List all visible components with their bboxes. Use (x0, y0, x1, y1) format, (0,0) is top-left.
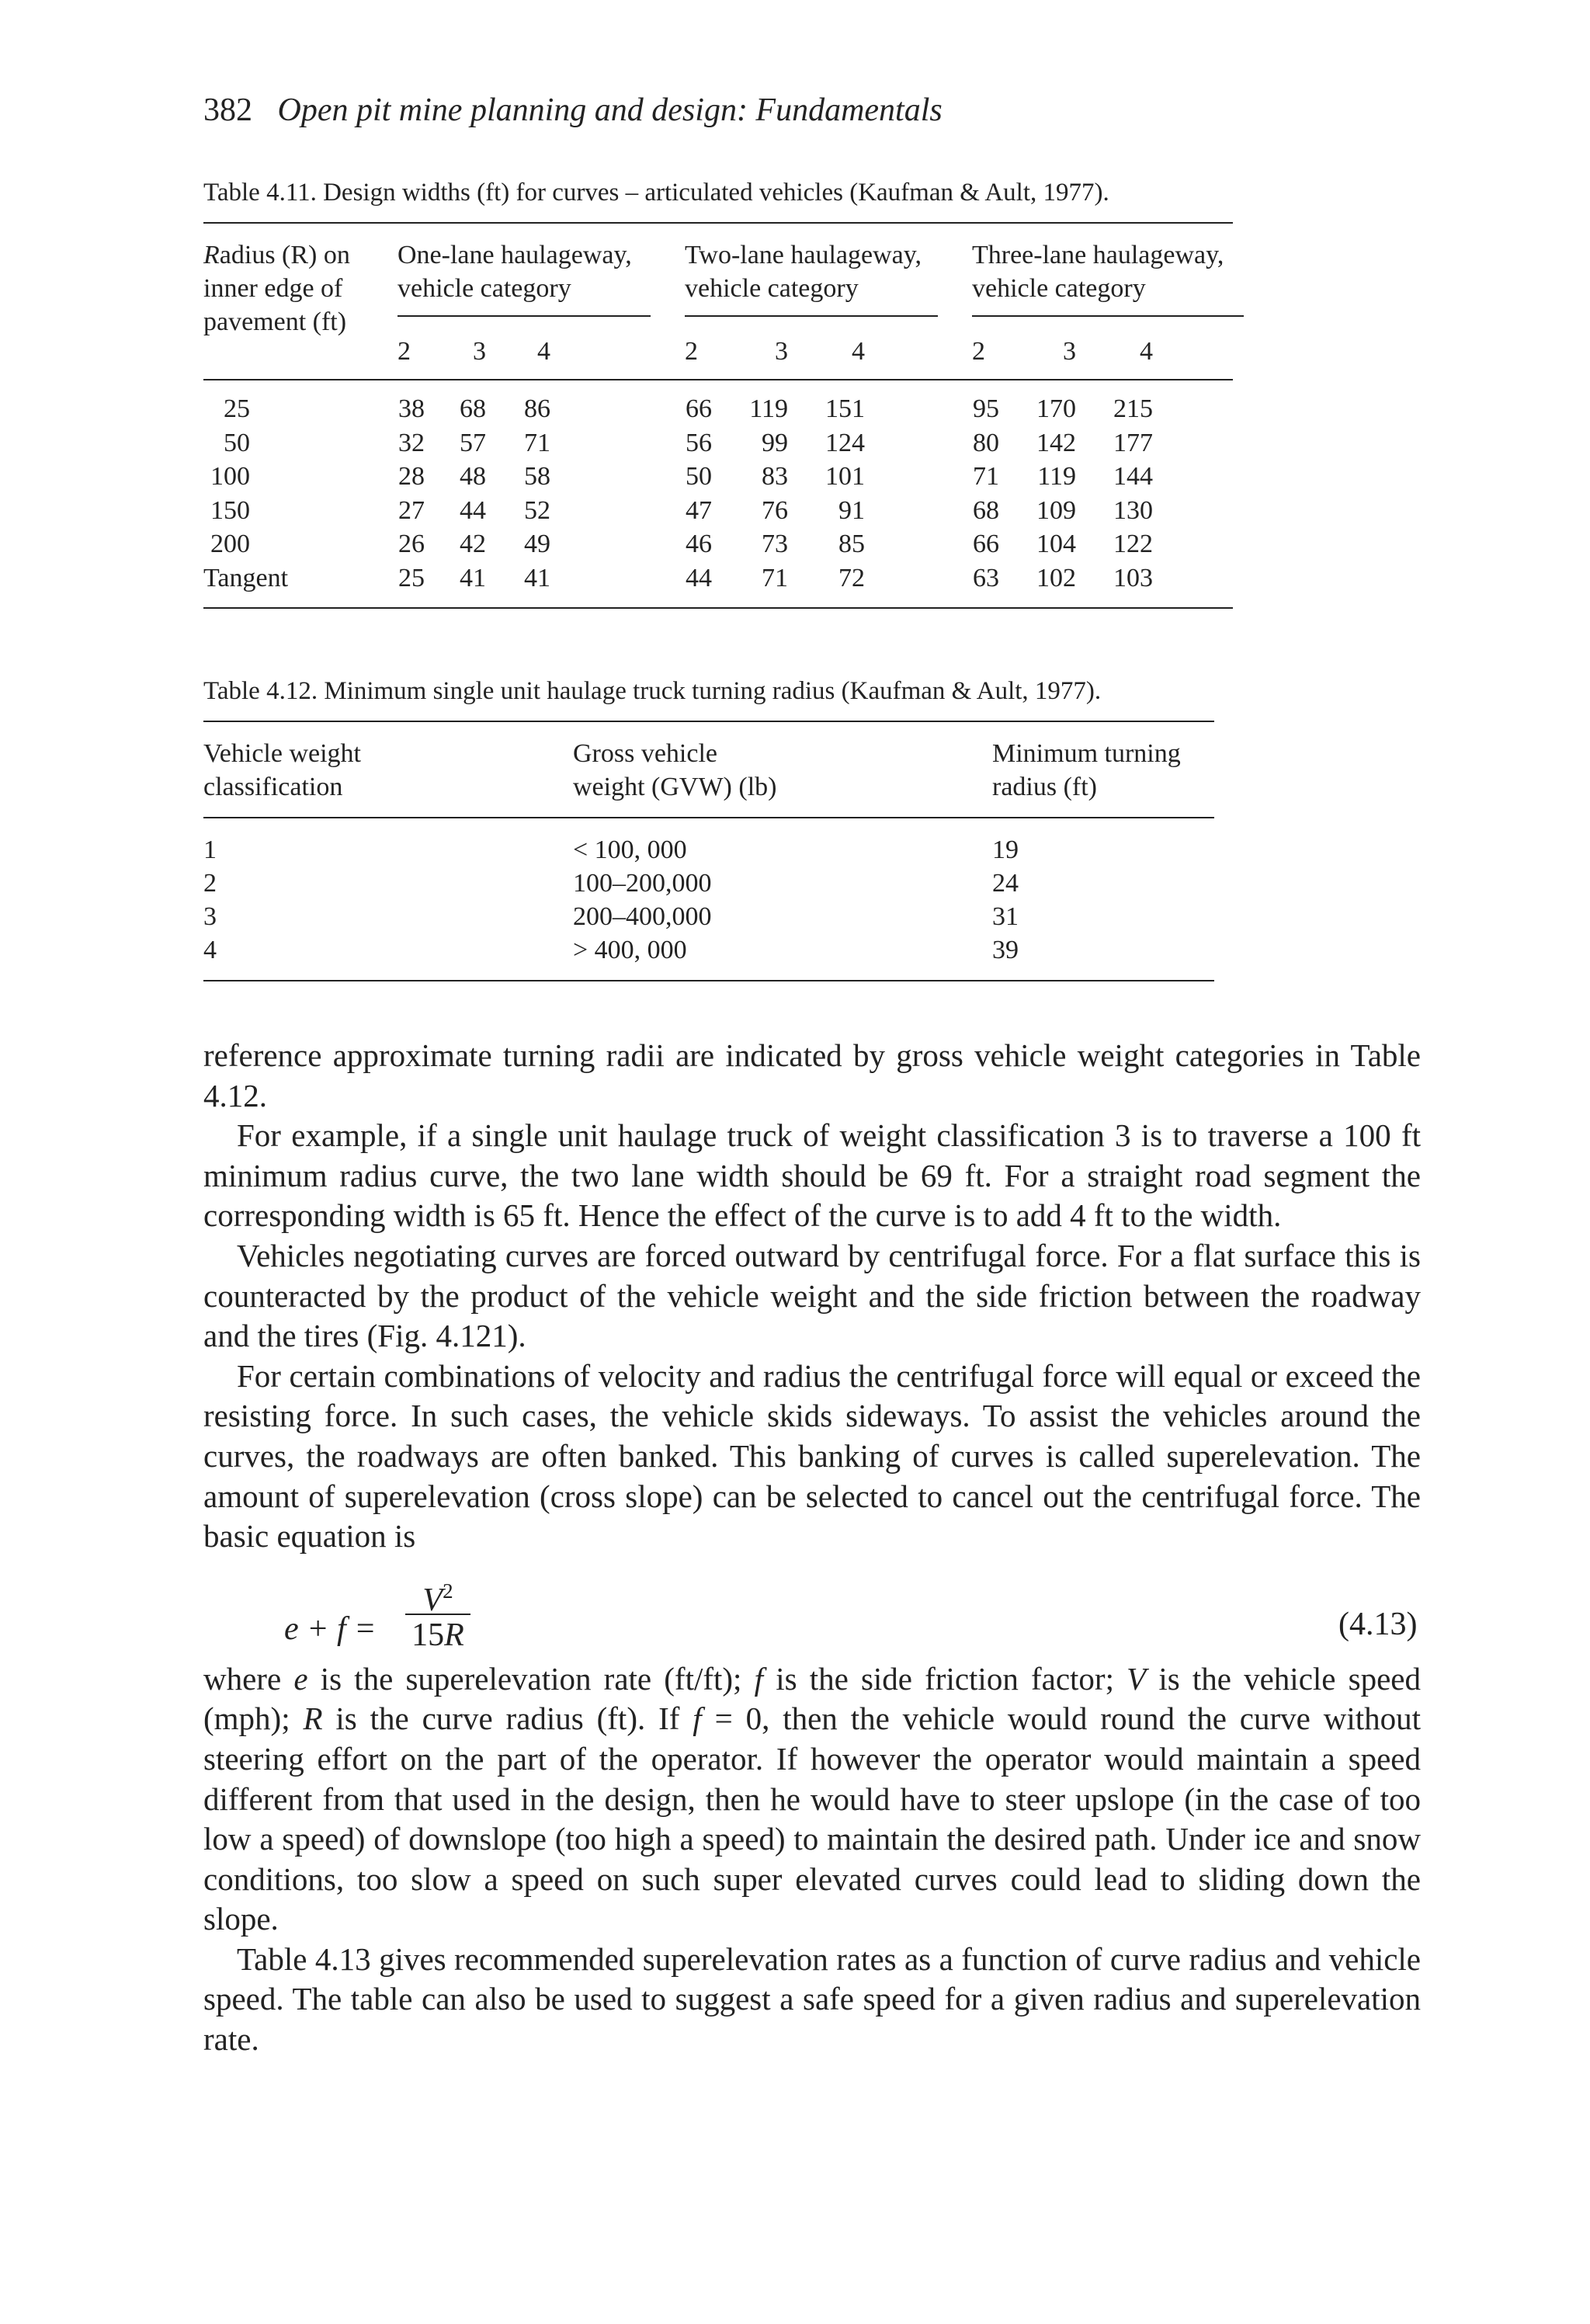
table-cell: 200–400,000 (573, 902, 712, 931)
category-number: 2 (685, 337, 698, 366)
row-radius: 100 (210, 462, 250, 491)
table-cell: 102 (1036, 564, 1076, 592)
table-cell: 101 (825, 462, 865, 491)
paragraph: reference approximate turning radii are indicated by gross vehicle weight categories in Table 4.12. (203, 1037, 1421, 1113)
equation-fraction (405, 1570, 470, 1655)
table-cell: 48 (460, 462, 486, 491)
table-cell: 68 (973, 496, 999, 525)
table-4-11-bottom-rule (203, 607, 1233, 609)
table-cell: 99 (762, 429, 788, 457)
equation-number: (4.13) (1338, 1607, 1418, 1642)
paragraph: Table 4.13 gives recommended superelevation rates as a function of curve radius and vehicle speed. The table can also be used to suggest a safe speed for a given radius and superelevation rate. (203, 1940, 1421, 2058)
table-cell: 72 (838, 564, 865, 592)
radius-header-line: pavement (ft) (203, 307, 347, 336)
table-cell: 215 (1113, 394, 1153, 423)
category-number: 4 (1140, 337, 1153, 366)
radius-header-line: inner edge of (203, 274, 343, 303)
equation-lhs: e + f = (284, 1611, 377, 1647)
table-4-12-bottom-rule (203, 980, 1214, 981)
body-text (203, 1036, 1421, 2060)
table-cell: 100–200,000 (573, 869, 712, 898)
table-cell: 44 (460, 496, 486, 525)
table-cell: 63 (973, 564, 999, 592)
table-cell: 119 (749, 394, 788, 423)
table-cell: 124 (825, 429, 865, 457)
running-title: Open pit mine planning and design: Fundamentals (277, 92, 943, 128)
column-header-line2: radius (ft) (992, 773, 1098, 801)
table-cell: 170 (1036, 394, 1076, 423)
category-number: 3 (473, 337, 486, 366)
category-number: 4 (852, 337, 865, 366)
table-cell: 66 (973, 530, 999, 558)
table-cell: 41 (524, 564, 550, 592)
table-cell: 25 (398, 564, 425, 592)
table-cell: 86 (524, 394, 550, 423)
group-underline (685, 315, 938, 317)
table-cell: 47 (686, 496, 712, 525)
row-radius: Tangent (203, 564, 289, 592)
table-cell: 80 (973, 429, 999, 457)
table-cell: 49 (524, 530, 550, 558)
equation-numerator: $V^2$ (422, 1579, 453, 1618)
group-underline (972, 315, 1244, 317)
table-cell: 44 (686, 564, 712, 592)
table-cell: 26 (398, 530, 425, 558)
table-cell: 103 (1113, 564, 1153, 592)
column-header-line1: Gross vehicle (573, 739, 718, 768)
group-header-line2: vehicle category (972, 274, 1146, 303)
group-header-line2: vehicle category (685, 274, 859, 303)
category-number: 2 (972, 337, 985, 366)
row-radius: 200 (210, 530, 250, 558)
table-cell: 56 (686, 429, 712, 457)
table-cell: 27 (398, 496, 425, 525)
table-cell: 4 (203, 936, 217, 964)
group-header-line2: vehicle category (398, 274, 571, 303)
table-cell: 2 (203, 869, 217, 898)
table-4-11-caption: Table 4.11. Design widths (ft) for curves – articulated vehicles (Kaufman & Ault, 1977). (203, 179, 1109, 207)
table-cell: < 100, 000 (573, 835, 687, 864)
table-4-12-top-rule (203, 721, 1214, 722)
category-number: 3 (775, 337, 788, 366)
category-number: 3 (1063, 337, 1076, 366)
table-cell: 24 (992, 869, 1019, 898)
table-cell: 71 (762, 564, 788, 592)
table-cell: 95 (973, 394, 999, 423)
radius-header-line: Radius (R) on (203, 241, 350, 269)
column-header-line2: classification (203, 773, 343, 801)
paragraph: For example, if a single unit haulage truck of weight classification 3 is to traverse a 100 ft minimum radius curve, the two lane width should be 69 ft. For a straight road segment the corresponding width is 65 ft. Hence the effect of the curve is to add 4 ft to the width. (203, 1117, 1421, 1234)
table-cell: 50 (686, 462, 712, 491)
equation-denominator: 15R (411, 1617, 464, 1653)
table-cell: 19 (992, 835, 1019, 864)
table-cell: 144 (1113, 462, 1153, 491)
table-cell: 76 (762, 496, 788, 525)
table-cell: 122 (1113, 530, 1153, 558)
running-header (203, 92, 943, 129)
table-cell: 3 (203, 902, 217, 931)
table-cell: 42 (460, 530, 486, 558)
table-cell: 58 (524, 462, 550, 491)
row-radius: 150 (210, 496, 250, 525)
table-cell: 39 (992, 936, 1019, 964)
table-4-12-header-rule (203, 817, 1214, 818)
table-cell: > 400, 000 (573, 936, 687, 964)
table-cell: 142 (1036, 429, 1076, 457)
paragraph: Vehicles negotiating curves are forced outward by centrifugal force. For a flat surface this is counteracted by the product of the vehicle weight and the side friction between the roadway and the tires (Fig. 4.121). (203, 1237, 1421, 1354)
paragraph: where e is the superelevation rate (ft/ft); f is the side friction factor; V is the vehicle speed (mph); R is the curve radius (ft). If f = 0, then the vehicle would round the curve without steering effort on the part of the operator. If however the operator would maintain a speed different from that used in the design, then he would have to steer upslope (in the case of too low a speed) of downslope (too high a speed) to maintain the desired path. Under ice and snow conditions, too slow a speed on such super elevated curves could lead to sliding down the slope. (203, 1660, 1422, 1937)
group-header-line1: Two-lane haulageway, (685, 241, 922, 269)
table-cell: 57 (460, 429, 486, 457)
table-cell: 71 (973, 462, 999, 491)
category-number: 4 (537, 337, 550, 366)
table-cell: 52 (524, 496, 550, 525)
table-cell: 130 (1113, 496, 1153, 525)
row-radius: 50 (224, 429, 250, 457)
group-underline (398, 315, 651, 317)
paragraph: For certain combinations of velocity and radius the centrifugal force will equal or exceed the resisting force. In such cases, the vehicle skids sideways. To assist the vehicles around the curves, the roadways are often banked. This banking of curves is called superelevation. The amount of superelevation (cross slope) can be selected to cancel out the centrifugal force. The basic equation is (203, 1357, 1421, 1555)
table-cell: 91 (838, 496, 865, 525)
table-4-11-top-rule (203, 222, 1233, 224)
table-cell: 104 (1036, 530, 1076, 558)
table-cell: 109 (1036, 496, 1076, 525)
category-number: 2 (398, 337, 411, 366)
table-cell: 71 (524, 429, 550, 457)
table-cell: 38 (398, 394, 425, 423)
table-cell: 119 (1037, 462, 1076, 491)
table-cell: 83 (762, 462, 788, 491)
table-cell: 31 (992, 902, 1019, 931)
table-4-11-header-rule (203, 379, 1233, 380)
table-cell: 32 (398, 429, 425, 457)
row-radius: 25 (224, 394, 250, 423)
table-cell: 1 (203, 835, 217, 864)
group-header-line1: One-lane haulageway, (398, 241, 632, 269)
column-header-line1: Vehicle weight (203, 739, 361, 768)
column-header-line2: weight (GVW) (lb) (573, 773, 777, 801)
table-cell: 41 (460, 564, 486, 592)
table-cell: 68 (460, 394, 486, 423)
table-cell: 151 (825, 394, 865, 423)
table-cell: 66 (686, 394, 712, 423)
table-cell: 85 (838, 530, 865, 558)
group-header-line1: Three-lane haulageway, (972, 241, 1224, 269)
page-number: 382 (203, 92, 252, 128)
table-cell: 46 (686, 530, 712, 558)
table-4-12-caption: Table 4.12. Minimum single unit haulage truck turning radius (Kaufman & Ault, 1977). (203, 677, 1102, 705)
table-cell: 28 (398, 462, 425, 491)
table-cell: 73 (762, 530, 788, 558)
table-cell: 177 (1113, 429, 1153, 457)
column-header-line1: Minimum turning (992, 739, 1181, 768)
